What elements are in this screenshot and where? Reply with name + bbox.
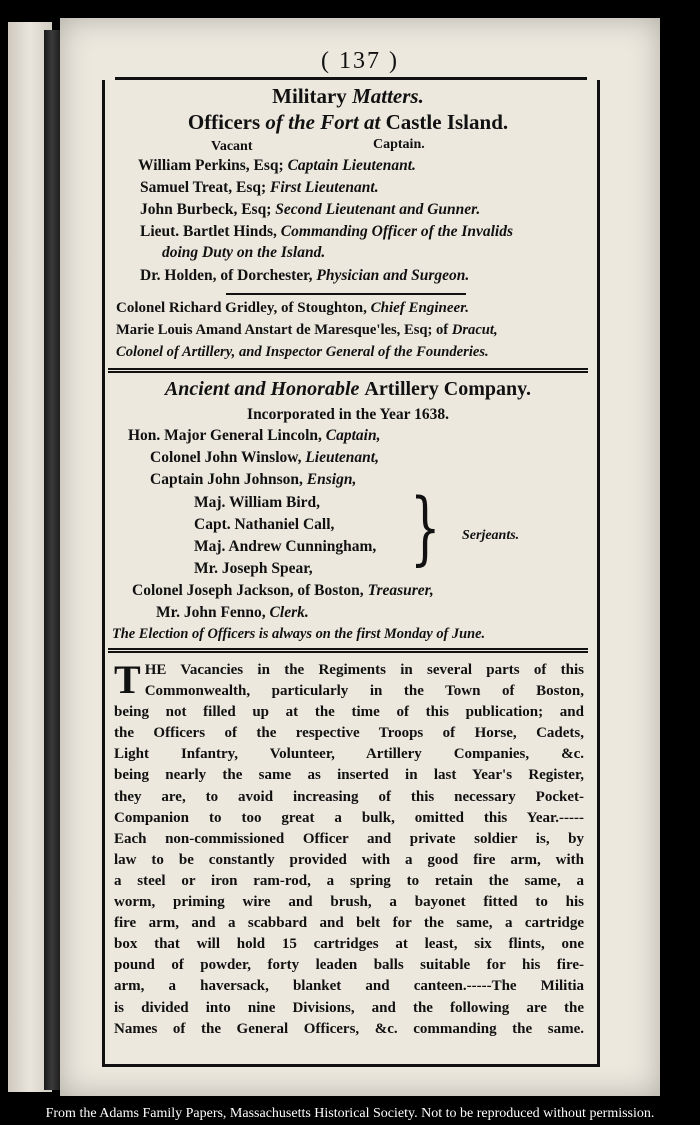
officer-role: doing Duty on the Island. [162,244,326,261]
paragraph-line: Light Infantry, Volunteer, Artillery Companies, &c. [114,746,584,763]
paragraph-line: the Officers of the respective Troops of Horse, Cadets, [114,725,584,742]
gridley-name: Colonel Richard Gridley, of Stoughton, [116,300,371,316]
serjeant-name: Maj. William Bird, [194,494,321,511]
gridley-line [116,300,469,317]
officer-role: Commanding Officer of the Invalids [280,223,514,240]
officer-line [140,201,480,219]
serjeant-name: Maj. Andrew Cunningham, [194,538,377,555]
paragraph-line: HE Vacancies in the Regiments in several parts of this [144,662,584,678]
officer-role: Physician and Surgeon. [316,267,470,284]
clerk-name: Mr. John Fenno, [156,604,270,621]
paragraph-line: Names of the General Officers, &c. commanding the same. [114,1020,584,1037]
serjeants-label: Serjeants. [462,528,520,543]
officer-name: Lieut. Bartlet Hinds, [140,223,281,240]
maresquelles-place: Dracut, [451,322,498,338]
member-role: Lieutenant, [305,449,379,466]
paragraph-line: Companion to too great a bulk, omitted this Year.----- [114,809,584,826]
paragraph-line: pound of powder, forty leaden balls suitable for his fire- [114,957,584,974]
drop-cap: T [114,657,141,702]
page-number: ( 137 ) [321,48,399,74]
officer-name: Dr. Holden, of Dorchester, [140,267,317,284]
member-role: Ensign, [306,471,357,488]
maresquelles-name: Marie Louis Amand Anstart de Maresque'les, Esq; of [116,322,452,338]
military-matters-heading [106,84,590,109]
heading-plain: Military [272,84,353,108]
officer-line [140,267,469,285]
artillery-heading-plain: Artillery Company. [364,378,532,400]
serjeant-name: Capt. Nathaniel Call, [194,516,335,533]
paragraph-line: fire arm, and a scabbard and belt for the same, a cartridge [114,915,584,932]
member-name: Captain John Johnson, [150,471,307,488]
artillery-heading-italic: Ancient and Honorable [164,378,365,400]
paragraph-line: being nearly the same as inserted in last Year's Register, [114,767,584,784]
paragraph-line: being not filled up at the time of this publication; and [114,704,584,721]
double-rule [108,368,588,373]
member-name: Colonel John Winslow, [150,449,306,466]
bottom-rule [102,1064,600,1067]
officer-line [162,244,325,262]
fort-heading-a: Officers [187,110,266,134]
maresquelles-line [116,322,498,339]
vacant-label: Vacant [211,139,253,154]
section-divider [226,293,466,295]
captain-label: Captain. [373,137,425,152]
maresquelles-role: Colonel of Artillery, and Inspector General of the Founderies. [116,344,489,360]
officer-line [140,179,379,197]
paragraph-line: Commonwealth, particularly in the Town of Boston, [144,683,584,700]
election-note: The Election of Officers is always on the first Monday of June. [112,626,486,642]
vacancies-paragraph [114,657,584,1040]
paragraph-line: law to be constantly provided with a good fire arm, with [114,851,584,868]
paragraph-line: box that will hold 15 cartridges at least, six flints, one [114,936,584,953]
paragraph-line: Each non-commissioned Officer and private soldier is, by [114,830,584,847]
serjeant-name: Mr. Joseph Spear, [194,560,313,577]
paragraph-line: they are, to avoid increasing of this necessary Pocket- [114,788,584,805]
clerk-line [156,604,309,622]
officer-name: William Perkins, Esq; [138,157,288,174]
member-role: Captain, [325,427,381,444]
treasurer-name: Colonel Joseph Jackson, of Boston, [132,582,368,599]
officer-role: Second Lieutenant and Gunner. [275,201,481,218]
heading-italic: Matters. [352,84,424,108]
treasurer-role: Treasurer, [367,582,434,599]
paragraph-line: is divided into nine Divisions, and the following are the [114,999,584,1016]
clerk-role: Clerk. [269,604,309,621]
officer-name: John Burbeck, Esq; [140,201,276,218]
officer-role: Captain Lieutenant. [287,157,416,174]
serjeants-brace: } [410,481,441,574]
officer-name: Samuel Treat, Esq; [140,179,271,196]
incorporated-line: Incorporated in the Year 1638. [247,406,449,423]
paragraph-line: worm, priming wire and brush, a bayonet fitted to his [114,894,584,911]
treasurer-line [132,582,434,600]
officer-line [138,157,416,175]
member-line [150,449,379,467]
artillery-heading [106,378,590,401]
officer-role: First Lieutenant. [270,179,379,196]
member-line [150,471,356,489]
document-page [60,18,660,1096]
officer-line [140,223,513,241]
member-line [128,427,380,445]
copyright-caption: From the Adams Family Papers, Massachusetts Historical Society. Not to be reproduced without permission. [45,1106,655,1121]
double-rule [108,648,588,653]
gridley-role: Chief Engineer. [370,300,469,316]
fort-heading-b: of the Fort at [265,110,386,134]
fort-heading [106,110,590,135]
member-name: Hon. Major General Lincoln, [128,427,326,444]
paragraph-line: arm, a haversack, blanket and canteen.-----The Militia [114,978,584,995]
fort-heading-c: Castle Island. [385,110,509,134]
paragraph-line: a steel or iron ram-rod, a spring to retain the same, a [114,872,584,889]
